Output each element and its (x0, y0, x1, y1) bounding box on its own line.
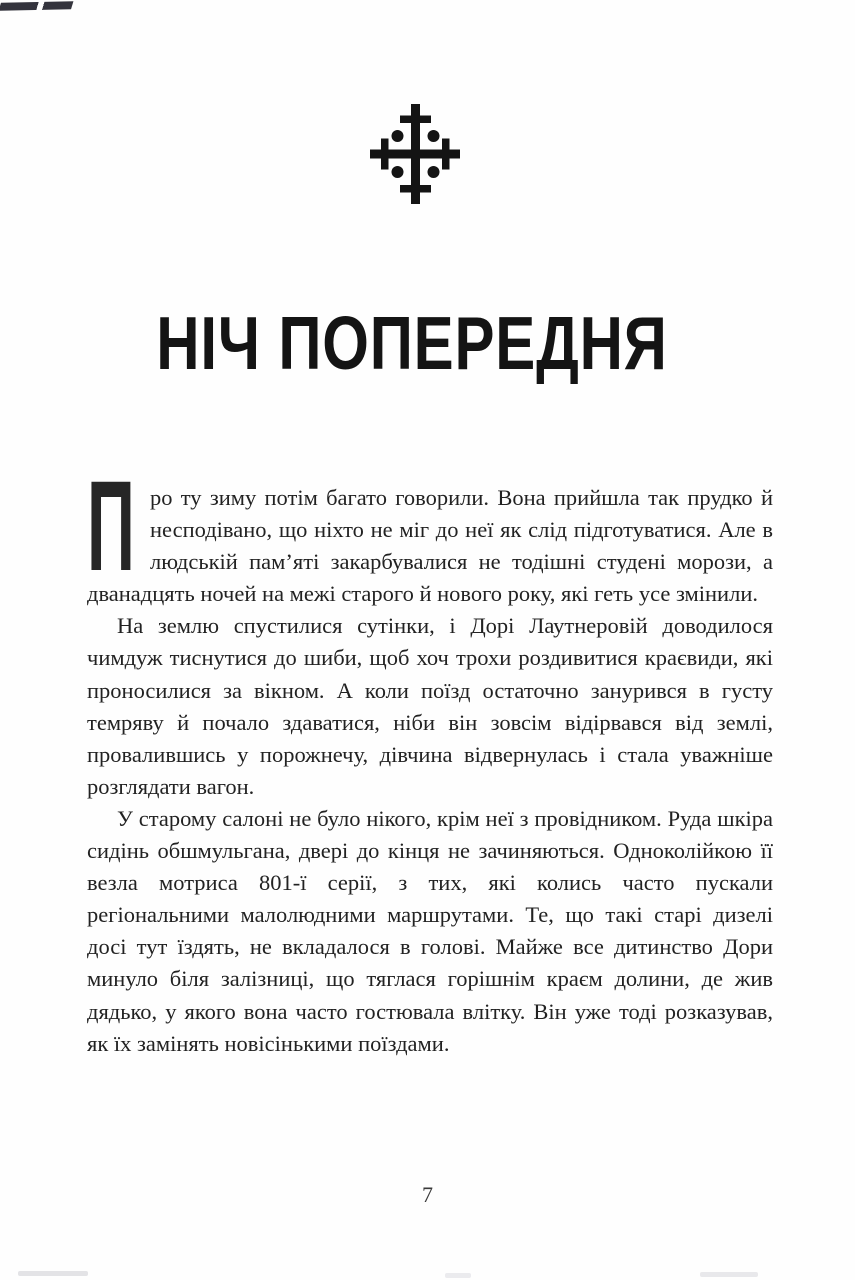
paragraph-2-text: На землю спустилися сутінки, і Дорі Лаутнеровій доводилося чимдуж тиснутися до шиби, щоб хоч трохи роздивитися краєвиди, які проносилися за вікном. А коли поїзд остаточно занурився в густу темряву й почало здаватися, ніби він зовсім відірвався від землі, провалившись у порожнечу, дівчина відвернулась і стала уважніше розглядати вагон. (87, 613, 773, 799)
cross-crosslet-with-dots-icon (369, 104, 461, 204)
scan-artifact-bottom (18, 1271, 88, 1276)
paragraph-2 (87, 610, 773, 803)
drop-cap (87, 455, 135, 598)
page-number: 7 (422, 1182, 433, 1207)
drop-cap-letter: П (87, 455, 135, 598)
scan-artifact-top-left (0, 1, 73, 11)
paragraph-3 (87, 803, 773, 1060)
scan-artifact-bottom (445, 1273, 471, 1278)
chapter-title: НІЧ ПОПЕРЕДНЯ (156, 301, 668, 385)
chapter-ornament (0, 104, 842, 204)
paragraph-1-text: ро ту зиму потім багато говорили. Вона прийшла так прудко й несподівано, що ніхто не міг до неї як слід підготуватися. Але в людській пам’яті закарбувалися не тодішні студені морози, а дванадцять ночей на межі старого й нового року, які геть усе змінили. (87, 485, 773, 607)
body-text (87, 455, 773, 1060)
paragraph-3-text: У старому салоні не було нікого, крім неї з провідником. Руда шкіра сидінь обшмульгана, двері до кінця не зачиняються. Одноколійкою її везла мотриса 801-ї серії, з тих, які колись часто пускали регіональними малолюдними маршрутами. Те, що такі старі дизелі досі тут їздять, не вкладалося в голові. Майже все дитинство Дори минуло біля залізниці, що тяглася горішнім краєм долини, де жив дядько, у якого вона часто гостювала влітку. Він уже тоді розказував, як їх замінять новісінькими поїздами. (87, 805, 773, 1056)
paragraph-1 (87, 455, 773, 610)
scan-artifact-bottom (700, 1272, 758, 1277)
